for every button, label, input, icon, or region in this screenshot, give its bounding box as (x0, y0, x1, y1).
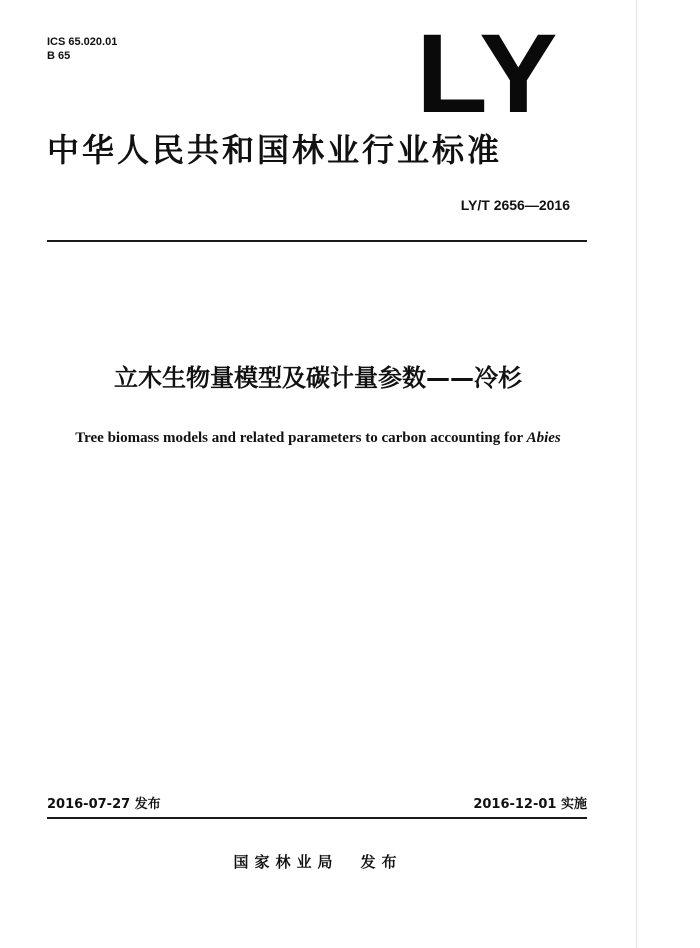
chinese-title: 立木生物量模型及碳计量参数——冷杉 (114, 364, 522, 392)
classification-codes (47, 35, 117, 63)
ccs-code: B 65 (47, 50, 71, 62)
english-title (0, 428, 636, 448)
english-title-main: Tree biomass models and related parameters to carbon accounting for (75, 430, 523, 446)
footer-divider (47, 817, 587, 819)
issuer-line (0, 852, 636, 872)
header-divider (47, 240, 587, 242)
issue-action: 发布 (360, 853, 403, 871)
english-title-genus: Abies (526, 430, 561, 446)
publish-date: 2016-07-27 发布 (47, 797, 161, 812)
ly-logo: LY (416, 11, 560, 136)
standard-number: LY/T 2656—2016 (460, 197, 570, 213)
page-edge-divider (636, 0, 637, 948)
standard-type-heading: 中华人民共和国林业行业标准 (47, 131, 503, 169)
ics-code: ICS 65.020.01 (47, 36, 118, 48)
issuer-name: 国家林业局 (233, 853, 339, 871)
implement-date: 2016-12-01 实施 (473, 797, 587, 812)
